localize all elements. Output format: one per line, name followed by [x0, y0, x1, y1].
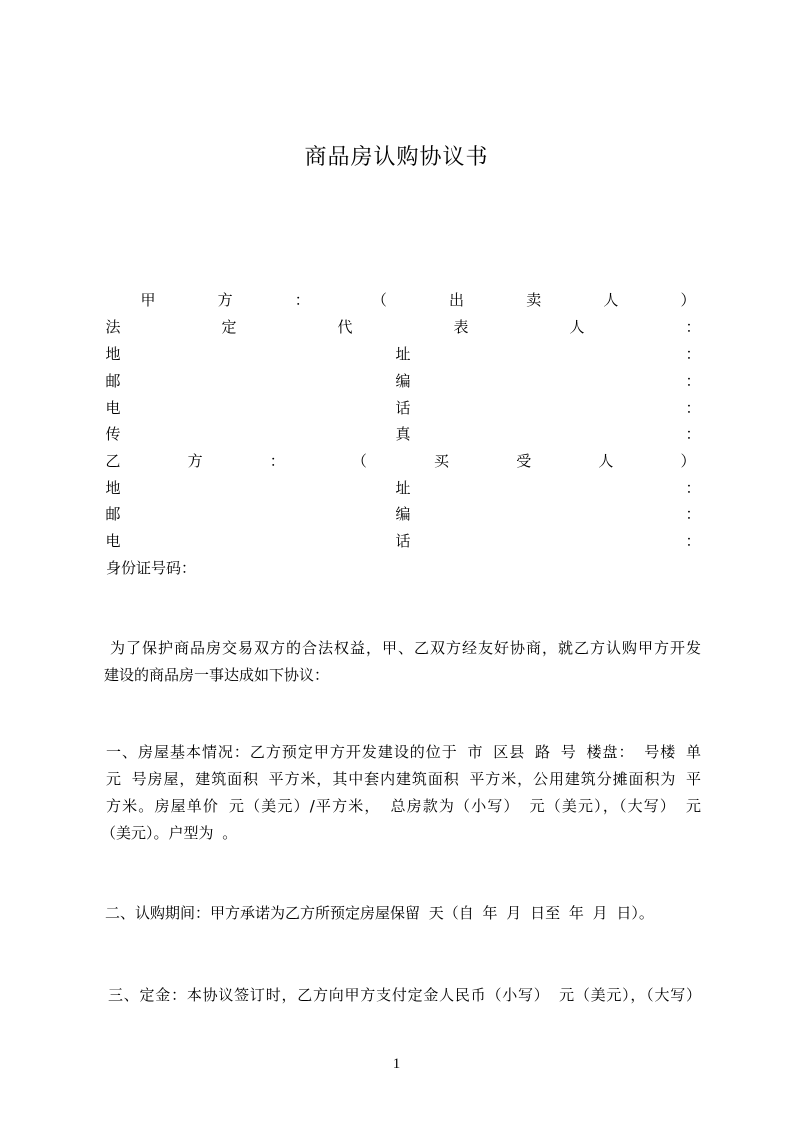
section-1-line: 元 号房屋，建筑面积 平方米，其中套内建筑面积 平方米，公用建筑分摊面积为 平: [106, 770, 701, 788]
party-a-address-label: [105, 341, 701, 367]
heading-char: （: [351, 452, 367, 470]
heading-char: （: [371, 291, 387, 309]
label-char: ：: [685, 532, 701, 550]
label-char: 代: [337, 318, 353, 336]
party-a-phone-label: [105, 395, 701, 421]
label-char: 人: [569, 318, 585, 336]
heading-char: 人: [603, 291, 619, 309]
label-char: 真: [395, 425, 411, 443]
label-char: 址: [395, 345, 411, 363]
label-char: 邮: [105, 372, 121, 390]
heading-char: ）: [680, 452, 696, 470]
heading-char: ：: [269, 452, 285, 470]
label-char: 邮: [105, 505, 121, 523]
label-char: 法: [105, 318, 121, 336]
label-char: 地: [105, 345, 121, 363]
preamble-line: 为了保护商品房交易双方的合法权益，甲、乙双方经友好协商，就乙方认购甲方开发: [110, 639, 701, 657]
heading-char: 方: [217, 291, 233, 309]
party-a-postcode-label: [105, 368, 701, 394]
party-b-address-label: [105, 475, 701, 501]
section-3-line: 三、定金：本协议签订时，乙方向甲方支付定金人民币（小写） 元（美元），（大写）: [108, 986, 701, 1004]
label-char: ：: [685, 372, 701, 390]
heading-char: 买: [434, 452, 450, 470]
label-char: 编: [395, 372, 411, 390]
heading-char: 受: [516, 452, 532, 470]
label-char: 址: [395, 479, 411, 497]
heading-char: ）: [680, 291, 696, 309]
label-char: ：: [685, 505, 701, 523]
label-char: 传: [105, 425, 121, 443]
label-char: 电: [105, 399, 121, 417]
label-char: 话: [395, 532, 411, 550]
label-char: 编: [395, 505, 411, 523]
party-b-id-number-label: 身份证号码：: [106, 559, 197, 577]
heading-char: 人: [598, 452, 614, 470]
party-b-heading: [105, 448, 696, 474]
label-char: 定: [221, 318, 237, 336]
party-a-heading: [140, 287, 696, 313]
preamble-line: 建设的商品房一事达成如下协议：: [104, 666, 330, 684]
label-char: 电: [105, 532, 121, 550]
section-1-line: 一、房屋基本情况：乙方预定甲方开发建设的位于 市 区县 路 号 楼盘： 号楼 单: [106, 743, 701, 761]
heading-char: ：: [294, 291, 310, 309]
section-2-line: 二、认购期间：甲方承诺为乙方所预定房屋保留 天（自 年 月 日至 年 月 日）。: [105, 904, 654, 922]
label-char: ：: [685, 318, 701, 336]
label-char: ：: [685, 479, 701, 497]
party-b-phone-label: [105, 528, 701, 554]
heading-char: 出: [449, 291, 465, 309]
label-char: 话: [395, 399, 411, 417]
label-char: ：: [685, 425, 701, 443]
heading-char: 卖: [526, 291, 542, 309]
heading-char: 乙: [105, 452, 121, 470]
document-title: 商品房认购协议书: [304, 145, 489, 170]
heading-char: 甲: [140, 291, 156, 309]
label-char: 表: [453, 318, 469, 336]
label-char: 地: [105, 479, 121, 497]
party-a-fax-label: [105, 421, 701, 447]
party-a-legal-rep-label: [105, 314, 701, 340]
page-number: 1: [392, 1056, 401, 1072]
section-1-line: （美元）。户型为 。: [101, 824, 238, 842]
party-b-postcode-label: [105, 501, 701, 527]
label-char: ：: [685, 345, 701, 363]
section-1-line: 方米。房屋单价 元（美元）/平方米， 总房款为（小写） 元（美元），（大写） 元: [106, 797, 701, 815]
label-char: ：: [685, 399, 701, 417]
heading-char: 方: [187, 452, 203, 470]
